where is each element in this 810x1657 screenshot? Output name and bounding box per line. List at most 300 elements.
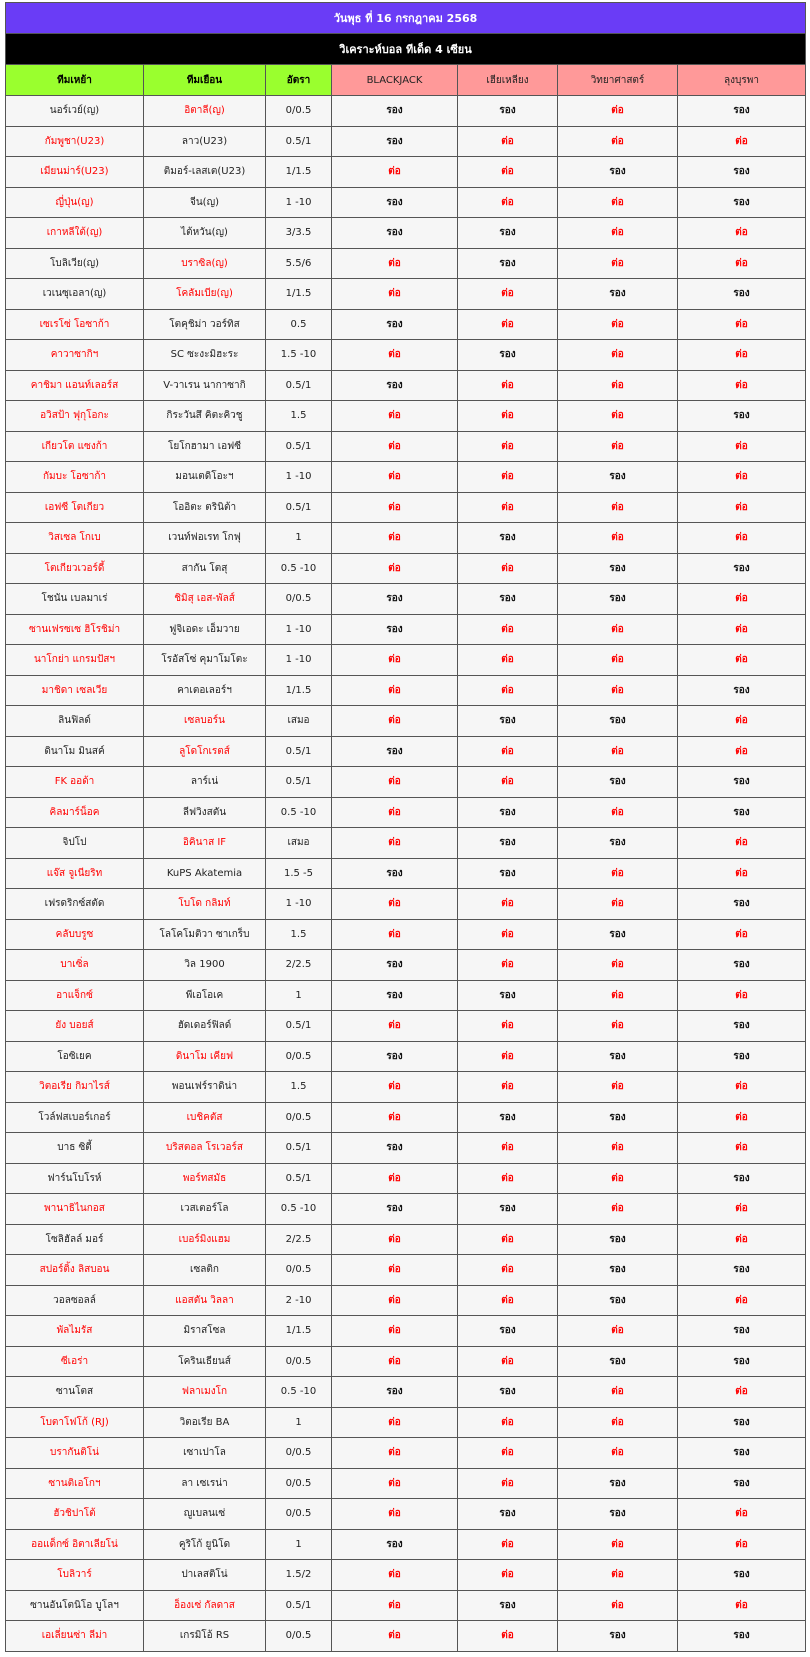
away-team: ไต้หวัน(ญ) — [144, 218, 266, 249]
pick-science: ต่อ — [558, 523, 678, 554]
pick-blackjack: ต่อ — [332, 553, 458, 584]
match-row — [6, 309, 806, 340]
away-team: พอร์ทสมัธ — [144, 1163, 266, 1194]
pick-science: ต่อ — [558, 248, 678, 279]
home-team: แจ๊ส จูเนียริท — [6, 858, 144, 889]
home-team: เกาหลีใต้(ญ) — [6, 218, 144, 249]
pick-hia-liang: ต่อ — [458, 1407, 558, 1438]
pick-hia-liang: ต่อ — [458, 1346, 558, 1377]
pick-science: ต่อ — [558, 340, 678, 371]
pick-lung-burapha: ต่อ — [678, 645, 806, 676]
match-row — [6, 96, 806, 127]
home-team: ซานติเอโกฯ — [6, 1468, 144, 1499]
away-team: บริสตอล โรเวอร์ส — [144, 1133, 266, 1164]
pick-lung-burapha: รอง — [678, 1041, 806, 1072]
header-away-team: ทีมเยือน — [144, 65, 266, 96]
pick-hia-liang: รอง — [458, 1590, 558, 1621]
pick-blackjack: ต่อ — [332, 767, 458, 798]
handicap-rate: 0.5/1 — [266, 1163, 332, 1194]
handicap-rate: 0/0.5 — [266, 1468, 332, 1499]
away-team: วิล 1900 — [144, 950, 266, 981]
handicap-rate: 0/0.5 — [266, 1499, 332, 1530]
handicap-rate: 1/1.5 — [266, 279, 332, 310]
pick-lung-burapha: ต่อ — [678, 1072, 806, 1103]
pick-science: ต่อ — [558, 1407, 678, 1438]
handicap-rate: 0.5 -10 — [266, 797, 332, 828]
pick-lung-burapha: ต่อ — [678, 736, 806, 767]
pick-lung-burapha: ต่อ — [678, 370, 806, 401]
header-hia-liang: เฮียเหลียง — [458, 65, 558, 96]
away-team: พอนเฟร์ราดิน่า — [144, 1072, 266, 1103]
pick-science: ต่อ — [558, 1590, 678, 1621]
pick-blackjack: ต่อ — [332, 431, 458, 462]
pick-lung-burapha: รอง — [678, 1316, 806, 1347]
handicap-rate: 1/1.5 — [266, 675, 332, 706]
pick-science: รอง — [558, 1621, 678, 1652]
handicap-rate: 1 -10 — [266, 462, 332, 493]
pick-blackjack: รอง — [332, 1377, 458, 1408]
pick-science: รอง — [558, 828, 678, 859]
pick-hia-liang: ต่อ — [458, 1468, 558, 1499]
pick-blackjack: ต่อ — [332, 523, 458, 554]
pick-blackjack: รอง — [332, 584, 458, 615]
pick-lung-burapha: ต่อ — [678, 1133, 806, 1164]
home-team: วอลซอลล์ — [6, 1285, 144, 1316]
pick-hia-liang: ต่อ — [458, 553, 558, 584]
away-team: เบชิคตัส — [144, 1102, 266, 1133]
pick-science: ต่อ — [558, 1560, 678, 1591]
away-team: ลีฟวิงสตัน — [144, 797, 266, 828]
pick-science: รอง — [558, 584, 678, 615]
pick-blackjack: ต่อ — [332, 1499, 458, 1530]
match-row — [6, 1407, 806, 1438]
pick-blackjack: ต่อ — [332, 828, 458, 859]
handicap-rate: 0.5/1 — [266, 736, 332, 767]
match-row — [6, 1102, 806, 1133]
pick-hia-liang: ต่อ — [458, 889, 558, 920]
pick-lung-burapha: ต่อ — [678, 218, 806, 249]
match-row — [6, 919, 806, 950]
pick-hia-liang: ต่อ — [458, 370, 558, 401]
pick-lung-burapha: ต่อ — [678, 706, 806, 737]
pick-science: ต่อ — [558, 1011, 678, 1042]
pick-hia-liang: ต่อ — [458, 950, 558, 981]
away-team: โลโคโมติวา ซาเกร็บ — [144, 919, 266, 950]
home-team: นอร์เวย์(ญ) — [6, 96, 144, 127]
away-team: KuPS Akatemia — [144, 858, 266, 889]
pick-science: ต่อ — [558, 126, 678, 157]
handicap-rate: 0/0.5 — [266, 1255, 332, 1286]
pick-science: ต่อ — [558, 950, 678, 981]
pick-blackjack: รอง — [332, 187, 458, 218]
away-team: มิราสโซล — [144, 1316, 266, 1347]
match-row — [6, 1133, 806, 1164]
pick-blackjack: รอง — [332, 1133, 458, 1164]
home-team: เมียนม่าร์(U23) — [6, 157, 144, 188]
pick-hia-liang: รอง — [458, 1316, 558, 1347]
match-row — [6, 1316, 806, 1347]
handicap-rate: 2/2.5 — [266, 950, 332, 981]
handicap-rate: 1 -10 — [266, 187, 332, 218]
pick-science: ต่อ — [558, 431, 678, 462]
away-team: สากัน โตสุ — [144, 553, 266, 584]
home-team: บาเซิ่ล — [6, 950, 144, 981]
away-team: โรอัสโซ่ คุมาโมโตะ — [144, 645, 266, 676]
home-team: เอเลี่ยนซ่า ลีม่า — [6, 1621, 144, 1652]
home-team: เวเนซุเอลา(ญ) — [6, 279, 144, 310]
home-team: นาโกย่า แกรมปัสฯ — [6, 645, 144, 676]
match-row — [6, 1529, 806, 1560]
away-team: ชิมิสุ เอส-พัลส์ — [144, 584, 266, 615]
pick-blackjack: ต่อ — [332, 706, 458, 737]
home-team: สปอร์ติ้ง ลิสบอน — [6, 1255, 144, 1286]
match-row — [6, 157, 806, 188]
pick-blackjack: ต่อ — [332, 889, 458, 920]
pick-lung-burapha: รอง — [678, 553, 806, 584]
pick-lung-burapha: รอง — [678, 767, 806, 798]
away-team: ดินาโม เคียฟ — [144, 1041, 266, 1072]
pick-hia-liang: รอง — [458, 96, 558, 127]
away-team: ลูโดโกเรตส์ — [144, 736, 266, 767]
away-team: แอสตัน วิลลา — [144, 1285, 266, 1316]
pick-hia-liang: รอง — [458, 858, 558, 889]
pick-lung-burapha: รอง — [678, 1560, 806, 1591]
pick-blackjack: ต่อ — [332, 157, 458, 188]
away-team: พีเอโอเค — [144, 980, 266, 1011]
pick-lung-burapha: ต่อ — [678, 1224, 806, 1255]
home-team: ซานเฟรซเซ ฮิโรชิม่า — [6, 614, 144, 645]
pick-lung-burapha: ต่อ — [678, 919, 806, 950]
pick-blackjack: ต่อ — [332, 1224, 458, 1255]
pick-science: รอง — [558, 462, 678, 493]
home-team: โบลิเวีย(ญ) — [6, 248, 144, 279]
handicap-rate: 2/2.5 — [266, 1224, 332, 1255]
home-team: ออแด็กซ์ อิตาเลียโน่ — [6, 1529, 144, 1560]
match-row — [6, 431, 806, 462]
away-team: ปาเลสติโน่ — [144, 1560, 266, 1591]
analysis-table-container — [5, 2, 805, 1652]
home-team: ซานโตส — [6, 1377, 144, 1408]
handicap-rate: 1.5 -10 — [266, 340, 332, 371]
home-team: มาชิดา เซลเวีย — [6, 675, 144, 706]
pick-lung-burapha: รอง — [678, 675, 806, 706]
match-row — [6, 980, 806, 1011]
pick-science: ต่อ — [558, 1438, 678, 1469]
pick-lung-burapha: ต่อ — [678, 1285, 806, 1316]
home-team: คลับบรูซ — [6, 919, 144, 950]
away-team: คูริโก้ ยูนิโด — [144, 1529, 266, 1560]
pick-hia-liang: ต่อ — [458, 1224, 558, 1255]
pick-science: รอง — [558, 919, 678, 950]
home-team: พัลไมรัส — [6, 1316, 144, 1347]
away-team: กิระวันสึ คิตะคิวชู — [144, 401, 266, 432]
pick-lung-burapha: ต่อ — [678, 828, 806, 859]
pick-lung-burapha: รอง — [678, 1011, 806, 1042]
handicap-rate: 0.5/1 — [266, 767, 332, 798]
match-row — [6, 950, 806, 981]
handicap-rate: 1.5 — [266, 919, 332, 950]
pick-blackjack: ต่อ — [332, 492, 458, 523]
pick-hia-liang: รอง — [458, 1499, 558, 1530]
home-team: โอซิเยค — [6, 1041, 144, 1072]
pick-science: ต่อ — [558, 675, 678, 706]
pick-hia-liang: ต่อ — [458, 1041, 558, 1072]
handicap-rate: 0.5 -10 — [266, 553, 332, 584]
handicap-rate: 0.5/1 — [266, 1133, 332, 1164]
pick-lung-burapha: รอง — [678, 950, 806, 981]
away-team: เวนท์ฟอเรท โกฟุ — [144, 523, 266, 554]
pick-hia-liang: รอง — [458, 828, 558, 859]
pick-hia-liang: ต่อ — [458, 645, 558, 676]
pick-blackjack: ต่อ — [332, 1285, 458, 1316]
handicap-rate: 0.5/1 — [266, 431, 332, 462]
pick-lung-burapha: รอง — [678, 401, 806, 432]
away-team: โคลัมเบีย(ญ) — [144, 279, 266, 310]
handicap-rate: เสมอ — [266, 706, 332, 737]
pick-blackjack: ต่อ — [332, 675, 458, 706]
handicap-rate: 1 — [266, 980, 332, 1011]
home-team: โซลิฮัลล์ มอร์ — [6, 1224, 144, 1255]
home-team: บาธ ซิตี้ — [6, 1133, 144, 1164]
match-row — [6, 1011, 806, 1042]
pick-blackjack: ต่อ — [332, 1102, 458, 1133]
home-team: FK ออด้า — [6, 767, 144, 798]
handicap-rate: 1.5 — [266, 1072, 332, 1103]
pick-hia-liang: ต่อ — [458, 919, 558, 950]
home-team: โวล์ฟสเบอร์เกอร์ — [6, 1102, 144, 1133]
home-team: โบลิวาร์ — [6, 1560, 144, 1591]
pick-hia-liang: รอง — [458, 584, 558, 615]
pick-blackjack: ต่อ — [332, 401, 458, 432]
handicap-rate: 1 — [266, 1407, 332, 1438]
home-team: อาแจ็กซ์ — [6, 980, 144, 1011]
pick-science: ต่อ — [558, 401, 678, 432]
handicap-rate: 1.5 -5 — [266, 858, 332, 889]
away-team: เวสเตอร์โล — [144, 1194, 266, 1225]
pick-hia-liang: ต่อ — [458, 1011, 558, 1042]
pick-hia-liang: รอง — [458, 1102, 558, 1133]
match-rows — [6, 96, 806, 1652]
away-team: โครินเธียนส์ — [144, 1346, 266, 1377]
pick-science: รอง — [558, 767, 678, 798]
pick-science: ต่อ — [558, 492, 678, 523]
pick-science: รอง — [558, 279, 678, 310]
pick-hia-liang: ต่อ — [458, 1163, 558, 1194]
pick-hia-liang: ต่อ — [458, 187, 558, 218]
home-team: ลินฟิลด์ — [6, 706, 144, 737]
home-team: ดินาโม มินสค์ — [6, 736, 144, 767]
pick-blackjack: ต่อ — [332, 1072, 458, 1103]
pick-lung-burapha: รอง — [678, 1346, 806, 1377]
home-team: เฟรดริกซ์สตัด — [6, 889, 144, 920]
home-team: เซเรโซ่ โอซาก้า — [6, 309, 144, 340]
pick-blackjack: ต่อ — [332, 340, 458, 371]
away-team: จีน(ญ) — [144, 187, 266, 218]
pick-science: ต่อ — [558, 96, 678, 127]
pick-blackjack: ต่อ — [332, 645, 458, 676]
pick-hia-liang: รอง — [458, 523, 558, 554]
match-row — [6, 279, 806, 310]
away-team: V-วาเรน นากาซากิ — [144, 370, 266, 401]
date-title: วันพุธ ที่ 16 กรกฎาคม 2568 — [6, 3, 806, 34]
pick-blackjack: ต่อ — [332, 1590, 458, 1621]
pick-lung-burapha: ต่อ — [678, 858, 806, 889]
pick-lung-burapha: รอง — [678, 1438, 806, 1469]
home-team: คิลมาร์น็อค — [6, 797, 144, 828]
pick-science: รอง — [558, 1499, 678, 1530]
pick-science: รอง — [558, 706, 678, 737]
home-team: กัมพูชา(U23) — [6, 126, 144, 157]
pick-hia-liang: รอง — [458, 1194, 558, 1225]
pick-hia-liang: ต่อ — [458, 767, 558, 798]
pick-hia-liang: ต่อ — [458, 1255, 558, 1286]
pick-lung-burapha: ต่อ — [678, 1377, 806, 1408]
away-team: อ็องเซ่ กัลดาส — [144, 1590, 266, 1621]
pick-science: ต่อ — [558, 736, 678, 767]
match-row — [6, 553, 806, 584]
home-team: ซีเอร่า — [6, 1346, 144, 1377]
pick-blackjack: ต่อ — [332, 1407, 458, 1438]
home-team: อวิสป้า ฟุกุโอกะ — [6, 401, 144, 432]
away-team: บราซิล(ญ) — [144, 248, 266, 279]
handicap-rate: 0.5 — [266, 309, 332, 340]
home-team: บรากันติโน่ — [6, 1438, 144, 1469]
pick-lung-burapha: รอง — [678, 889, 806, 920]
pick-lung-burapha: ต่อ — [678, 1194, 806, 1225]
pick-hia-liang: รอง — [458, 340, 558, 371]
pick-hia-liang: รอง — [458, 797, 558, 828]
pick-blackjack: ต่อ — [332, 1621, 458, 1652]
handicap-rate: 0.5/1 — [266, 1011, 332, 1042]
handicap-rate: 1/1.5 — [266, 157, 332, 188]
match-row — [6, 462, 806, 493]
home-team: เอฟซี โตเกียว — [6, 492, 144, 523]
away-team: ฟลาเมงโก — [144, 1377, 266, 1408]
away-team: มอนเตดิโอะฯ — [144, 462, 266, 493]
pick-hia-liang: ต่อ — [458, 401, 558, 432]
handicap-rate: 1.5/2 — [266, 1560, 332, 1591]
handicap-rate: 0/0.5 — [266, 1102, 332, 1133]
match-row — [6, 706, 806, 737]
match-row — [6, 584, 806, 615]
pick-blackjack: ต่อ — [332, 1163, 458, 1194]
handicap-rate: 0/0.5 — [266, 1621, 332, 1652]
handicap-rate: 0.5/1 — [266, 1590, 332, 1621]
pick-blackjack: รอง — [332, 1041, 458, 1072]
match-row — [6, 614, 806, 645]
away-team: โออิตะ ตรินิต้า — [144, 492, 266, 523]
match-row — [6, 1499, 806, 1530]
match-row — [6, 675, 806, 706]
away-team: ลา เซเรน่า — [144, 1468, 266, 1499]
pick-blackjack: ต่อ — [332, 1346, 458, 1377]
pick-lung-burapha: ต่อ — [678, 492, 806, 523]
pick-blackjack: รอง — [332, 96, 458, 127]
pick-lung-burapha: รอง — [678, 279, 806, 310]
header-blackjack: BLACKJACK — [332, 65, 458, 96]
pick-blackjack: รอง — [332, 736, 458, 767]
pick-lung-burapha: ต่อ — [678, 309, 806, 340]
pick-science: รอง — [558, 157, 678, 188]
pick-science: ต่อ — [558, 1194, 678, 1225]
handicap-rate: 0.5 -10 — [266, 1194, 332, 1225]
away-team: SC ซะงะมิฮะระ — [144, 340, 266, 371]
home-team: ซานอันโตนิโอ บูโลฯ — [6, 1590, 144, 1621]
pick-science: รอง — [558, 553, 678, 584]
home-team: โบตาโฟโก้ (RJ) — [6, 1407, 144, 1438]
pick-lung-burapha: ต่อ — [678, 126, 806, 157]
pick-science: รอง — [558, 1285, 678, 1316]
pick-blackjack: รอง — [332, 218, 458, 249]
header-rate: อัตรา — [266, 65, 332, 96]
pick-hia-liang: ต่อ — [458, 1438, 558, 1469]
pick-blackjack: รอง — [332, 309, 458, 340]
away-team: ฟูจิเอดะ เอ็มวาย — [144, 614, 266, 645]
match-row — [6, 523, 806, 554]
pick-science: รอง — [558, 1102, 678, 1133]
pick-blackjack: รอง — [332, 1194, 458, 1225]
pick-hia-liang: ต่อ — [458, 1072, 558, 1103]
match-row — [6, 1194, 806, 1225]
table-subtitle: วิเคราะห์บอล ทีเด็ด 4 เซียน — [6, 34, 806, 65]
home-team: ยัง บอยส์ — [6, 1011, 144, 1042]
pick-hia-liang: ต่อ — [458, 279, 558, 310]
match-row — [6, 1163, 806, 1194]
pick-science: ต่อ — [558, 1072, 678, 1103]
match-row — [6, 797, 806, 828]
pick-hia-liang: ต่อ — [458, 736, 558, 767]
pick-hia-liang: ต่อ — [458, 157, 558, 188]
home-team: โชนัน เบลมาเร่ — [6, 584, 144, 615]
away-team: ญูเบลนเซ่ — [144, 1499, 266, 1530]
pick-blackjack: ต่อ — [332, 248, 458, 279]
pick-lung-burapha: ต่อ — [678, 614, 806, 645]
pick-science: รอง — [558, 1224, 678, 1255]
handicap-rate: 1 -10 — [266, 614, 332, 645]
pick-lung-burapha: รอง — [678, 1621, 806, 1652]
pick-science: ต่อ — [558, 1133, 678, 1164]
match-row — [6, 736, 806, 767]
header-science: วิทยาศาสตร์ — [558, 65, 678, 96]
handicap-rate: 1 -10 — [266, 889, 332, 920]
match-row — [6, 492, 806, 523]
pick-blackjack: ต่อ — [332, 1255, 458, 1286]
pick-blackjack: รอง — [332, 950, 458, 981]
pick-hia-liang: ต่อ — [458, 614, 558, 645]
home-team: ฟาร์นโบโรห์ — [6, 1163, 144, 1194]
header-lung-burapha: ลุงบุรพา — [678, 65, 806, 96]
pick-lung-burapha: รอง — [678, 1163, 806, 1194]
pick-science: รอง — [558, 1255, 678, 1286]
home-team: คาชิมา แอนท์เลอร์ส — [6, 370, 144, 401]
pick-science: ต่อ — [558, 980, 678, 1011]
away-team: อิคินาส IF — [144, 828, 266, 859]
home-team: ญี่ปุ่น(ญ) — [6, 187, 144, 218]
pick-science: รอง — [558, 1468, 678, 1499]
pick-science: ต่อ — [558, 1163, 678, 1194]
pick-lung-burapha: รอง — [678, 797, 806, 828]
away-team: โบโด กลิมท์ — [144, 889, 266, 920]
away-team: โตคุชิม่า วอร์ทิส — [144, 309, 266, 340]
home-team: พานาธิไนกอส — [6, 1194, 144, 1225]
pick-lung-burapha: ต่อ — [678, 1590, 806, 1621]
match-row — [6, 126, 806, 157]
match-row — [6, 889, 806, 920]
pick-lung-burapha: ต่อ — [678, 462, 806, 493]
pick-blackjack: ต่อ — [332, 919, 458, 950]
pick-science: ต่อ — [558, 1316, 678, 1347]
match-row — [6, 1255, 806, 1286]
